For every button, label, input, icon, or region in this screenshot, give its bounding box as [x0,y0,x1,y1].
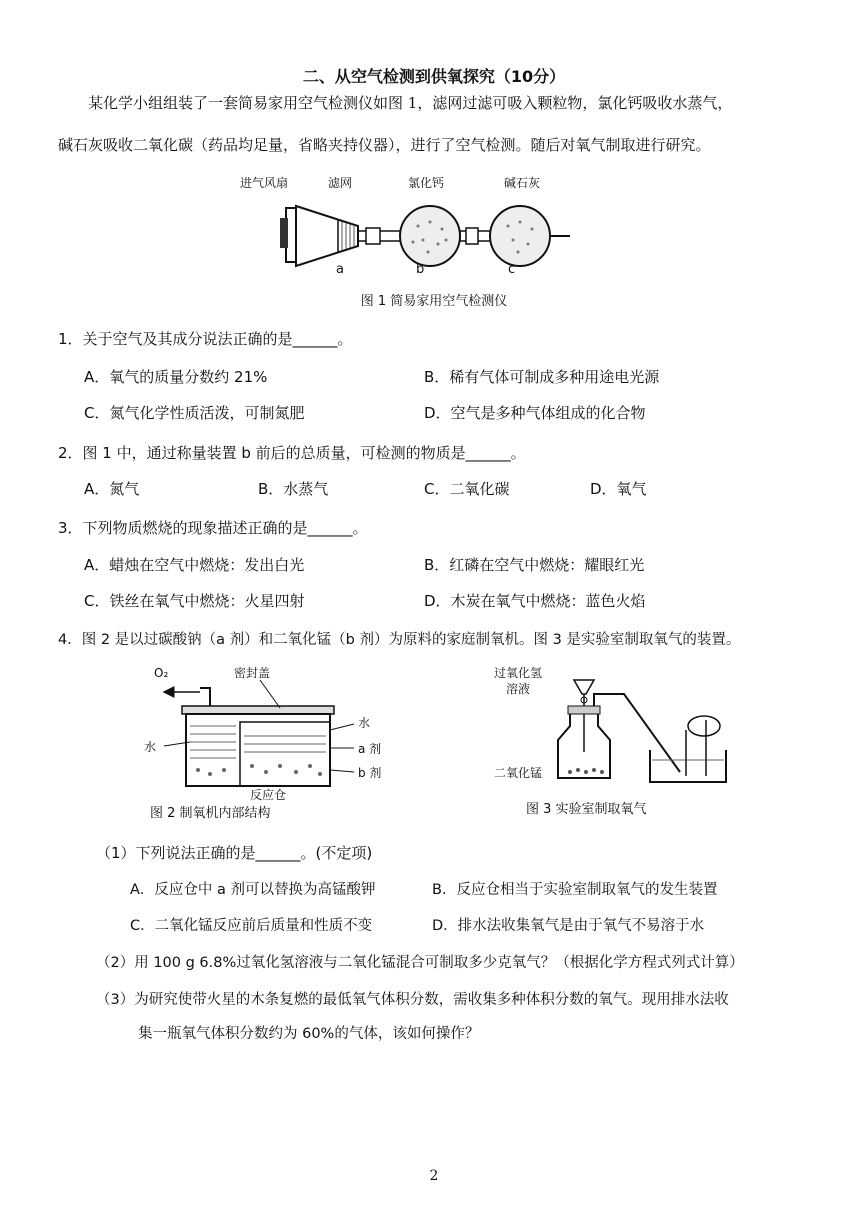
q2-option-d: D．氧气 [590,480,647,498]
fig2-label-chamber: 反应仓 [250,788,287,802]
intro-line-1: 某化学小组组装了一套简易家用空气检测仪如图 1，滤网过滤可吸入颗粒物，氯化钙吸收水蒸气， [88,94,733,112]
fig2-label-water-right: 水 [358,716,371,730]
fig1-label-fan: 进气风扇 [240,176,289,190]
intro-line-2: 碱石灰吸收二氧化碳（药品均足量，省略夹持仪器），进行了空气检测。随后对氧气制取进行研究。 [58,136,711,154]
q3-option-c: C．铁丝在氧气中燃烧：火星四射 [84,592,305,610]
fig2-label-water-left: 水 [144,740,157,754]
q3-stem: 3．下列物质燃烧的现象描述正确的是______。 [58,519,368,537]
fig3-label-h2o2: 过氧化氢 [494,666,543,680]
q3-option-b: B．红磷在空气中燃烧：耀眼红光 [424,556,645,574]
fig3-caption: 图 3 实验室制取氧气 [526,802,647,817]
fig1-letter-b: b [416,262,425,277]
fig2-label-agent-b: b 剂 [358,766,382,780]
q1-option-a: A．氧气的质量分数约 21% [84,368,268,386]
figure-1 [240,170,578,310]
q1-option-d: D．空气是多种气体组成的化合物 [424,404,646,422]
fig2-caption: 图 2 制氧机内部结构 [150,806,271,821]
q4-sub2: （2）用 100 g 6.8%过氧化氢溶液与二氧化锰混合可制取多少克氧气？（根据化学方程式列式计算） [96,955,744,971]
fig1-label-filter: 滤网 [328,176,353,190]
q4-sub3-line-2: 集一瓶氧气体积分数约为 60%的气体，该如何操作？ [138,1026,480,1042]
q2-option-c: C．二氧化碳 [424,480,510,498]
page-number: 2 [429,1168,439,1184]
fig2-label-agent-a: a 剂 [358,742,382,756]
fig3-label-mno2: 二氧化锰 [494,766,543,780]
q3-option-a: A．蜡烛在空气中燃烧：发出白光 [84,556,305,574]
q4-sub1-option-a: A．反应仓中 a 剂可以替换为高锰酸钾 [130,882,376,898]
q2-option-a: A．氮气 [84,480,140,498]
q4-sub3-line-1: （3）为研究使带火星的木条复燃的最低氧气体积分数，需收集多种体积分数的氧气。现用排水法收 [96,992,729,1008]
section-title: 二、从空气检测到供氧探究（10分） [302,67,566,86]
figure-3 [490,660,740,790]
q4-sub1-option-c: C．二氧化锰反应前后质量和性质不变 [130,918,373,934]
q4-sub1-stem: （1）下列说法正确的是______。(不定项) [96,844,373,862]
q1-stem: 1．关于空气及其成分说法正确的是______。 [58,330,353,348]
q1-option-b: B．稀有气体可制成多种用途电光源 [424,368,660,386]
fig1-label-cacl2: 氯化钙 [408,176,445,190]
fig1-letter-a: a [336,262,344,277]
q4-stem: 4．图 2 是以过碳酸钠（a 剂）和二氧化锰（b 剂）为原料的家庭制氧机。图 3 是实验室制取氧气的装置。 [58,632,741,648]
fig2-label-o2: O₂ [154,666,169,680]
fig1-label-sodalime: 碱石灰 [504,176,541,190]
fig1-caption: 图 1 简易家用空气检测仪 [360,294,508,309]
fig1-letter-c: c [508,262,516,277]
q4-sub1-option-b: B．反应仓相当于实验室制取氧气的发生装置 [432,882,718,898]
q4-sub1-option-d: D．排水法收集氧气是由于氧气不易溶于水 [432,918,705,934]
figure-2 [140,662,400,802]
q2-option-b: B．水蒸气 [258,480,329,498]
oxygen-generator-diagram [140,662,400,802]
q2-stem: 2．图 1 中，通过称量装置 b 前后的总质量，可检测的物质是______。 [58,444,526,462]
q1-option-c: C．氮气化学性质活泼，可制氮肥 [84,404,305,422]
fig2-label-lid: 密封盖 [234,666,271,680]
q3-option-d: D．木炭在氧气中燃烧：蓝色火焰 [424,592,646,610]
fig3-label-solution: 溶液 [506,682,531,696]
